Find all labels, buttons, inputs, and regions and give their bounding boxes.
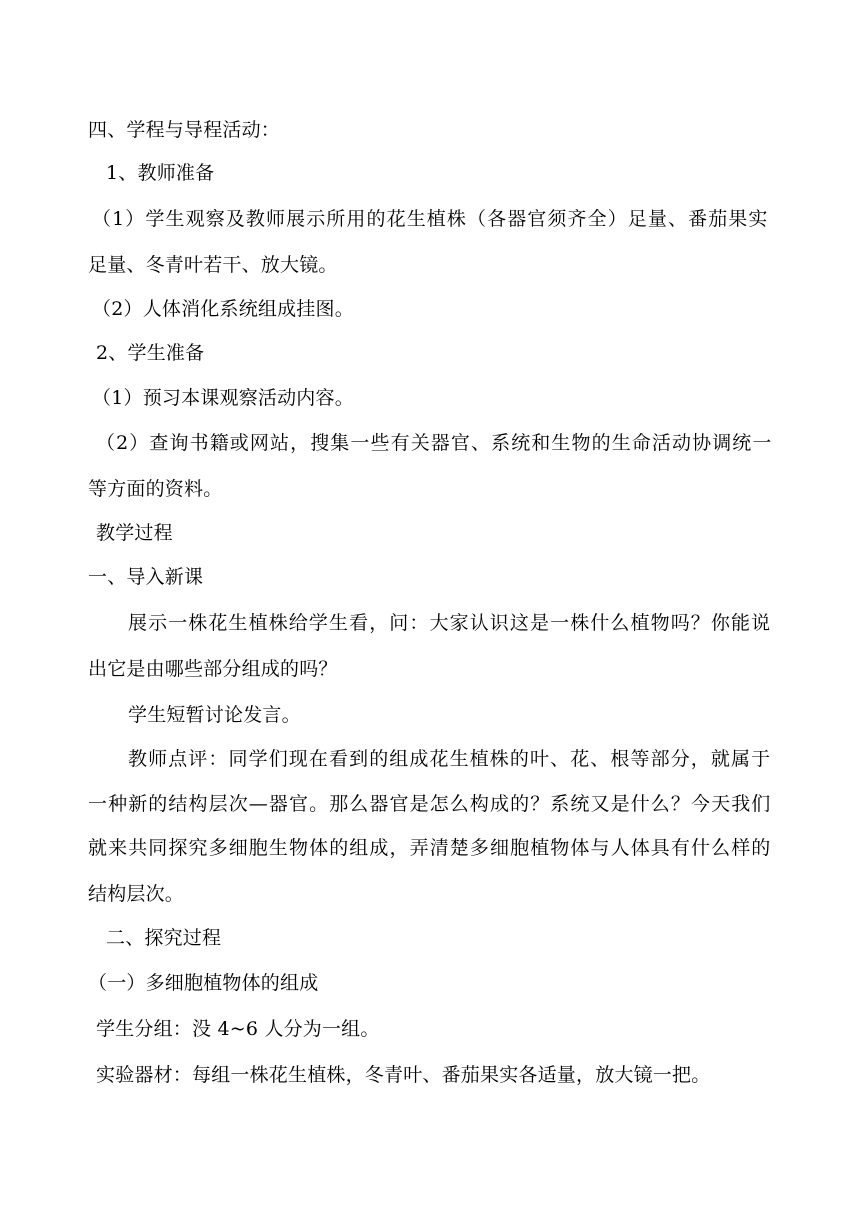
section-heading-activities: 四、学程与导程活动： [88,119,281,141]
subheading-teacher-prep: 1、教师准备 [106,162,215,184]
paragraph-line: （2）查询书籍或网站，搜集一些有关器官、系统和生物的生命活动协调统一 [96,432,773,454]
paragraph-line: 结构层次。 [88,883,185,905]
paragraph-line: 展示一株花生植株给学生看，问：大家认识这是一株什么植物吗？你能说 [128,612,772,634]
heading-teaching-process: 教学过程 [96,522,173,544]
section-heading-intro: 一、导入新课 [88,566,204,588]
paragraph-line: （1）预习本课观察活动内容。 [92,387,354,409]
paragraph-line: （1）学生观察及教师展示所用的花生植株（各器官须齐全）足量、番茄果实 [92,208,769,230]
paragraph-line: 学生短暂讨论发言。 [128,704,301,726]
paragraph-line: 等方面的资料。 [88,478,223,500]
section-heading-inquiry: 二、探究过程 [106,927,222,949]
paragraph-line: （2）人体消化系统组成挂图。 [92,298,354,320]
paragraph-line: 实验器材：每组一株花生植株，冬青叶、番茄果实各适量，放大镜一把。 [96,1064,711,1086]
paragraph-line: 教师点评：同学们现在看到的组成花生植株的叶、花、根等部分，就属于 [128,748,772,770]
subheading-student-prep: 2、学生准备 [96,342,205,364]
paragraph-line: 足量、冬青叶若干、放大镜。 [88,254,338,276]
paragraph-line: 就来共同探究多细胞生物体的组成，弄清楚多细胞植物体与人体具有什么样的 [88,837,772,859]
subheading-plant-composition: （一）多细胞植物体的组成 [88,972,319,994]
paragraph-line: 学生分组：没 4~6 人分为一组。 [96,1018,380,1040]
paragraph-line: 出它是由哪些部分组成的吗？ [88,658,338,680]
paragraph-line: 一种新的结构层次—器官。那么器官是怎么构成的？系统又是什么？今天我们 [88,793,772,815]
